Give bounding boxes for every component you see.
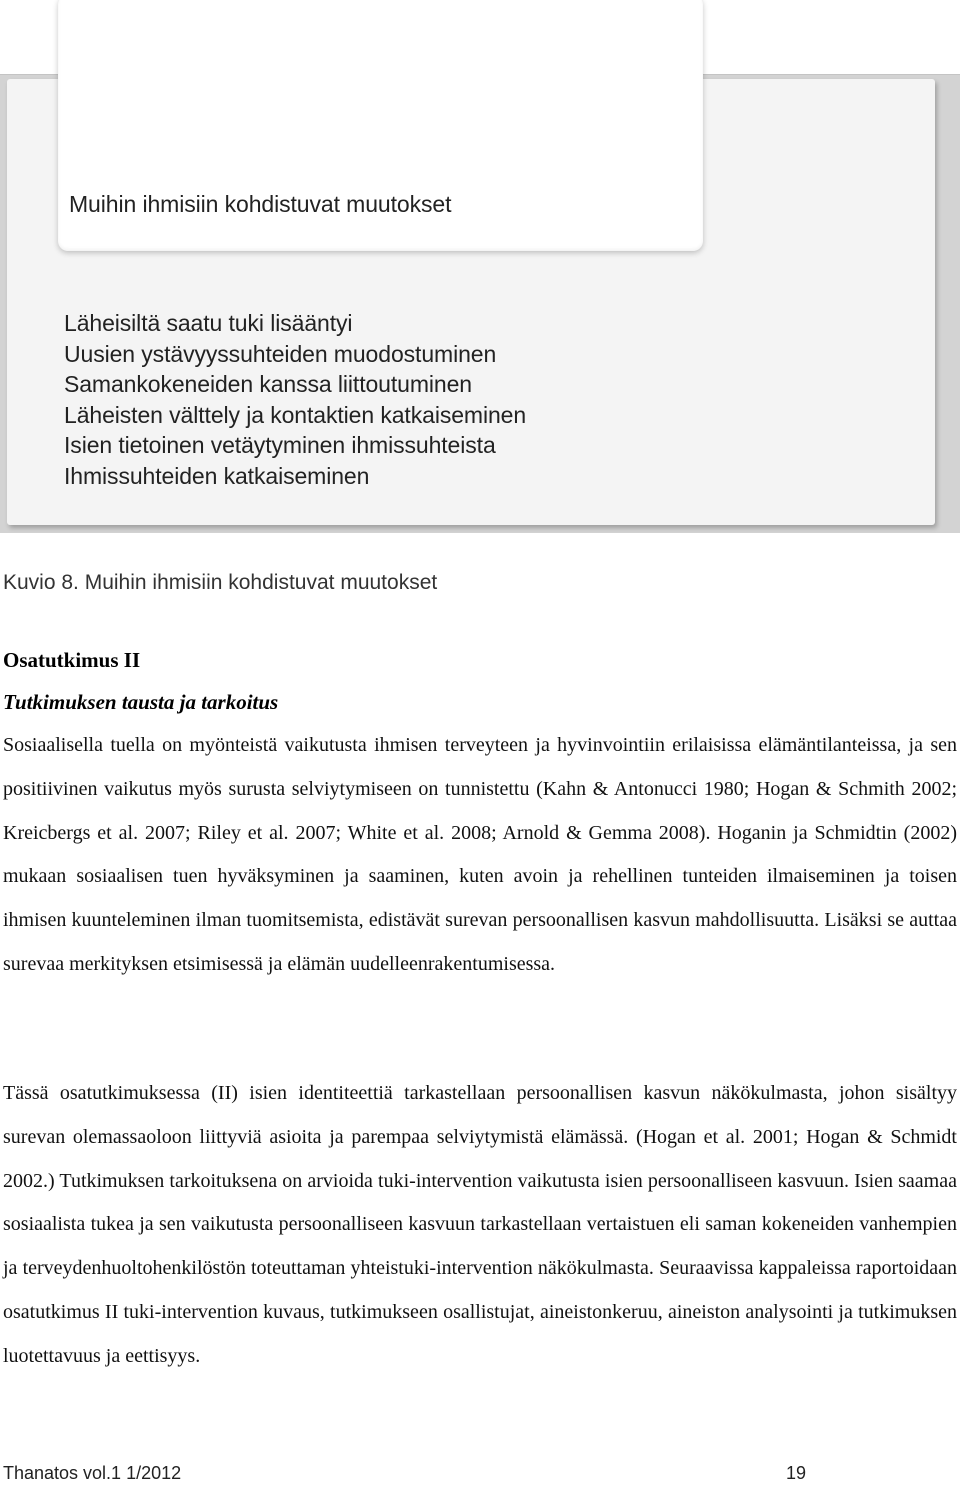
- figure-header: Muihin ihmisiin kohdistuvat muutokset: [69, 191, 452, 217]
- figure-list-item: Läheisten välttely ja kontaktien katkaiseminen: [64, 401, 527, 428]
- figure-list-item: Läheisiltä saatu tuki lisääntyi: [64, 310, 353, 336]
- section-title: Osatutkimus II: [3, 648, 141, 672]
- figure-list-item: Ihmissuhteiden katkaiseminen: [64, 462, 370, 489]
- figure-list-item: Samankokeneiden kanssa liittoutuminen: [64, 371, 472, 397]
- section-subtitle: Tutkimuksen tausta ja tarkoitus: [3, 690, 279, 714]
- figure-list-item: Isien tietoinen vetäytyminen ihmissuhteista: [64, 432, 496, 458]
- paragraph-1: Sosiaalisella tuella on myönteistä vaikutusta ihmisen terveyteen ja hyvinvointiin erilaisissa elämäntilanteissa, ja sen positiivinen vaikutus myös surusta selviytymiseen on tunnistettu (Kahn & Antonucci 1980; Hogan & Schmith 2002; Kreicbergs et al. 2007; Riley et al. 2007; White et al. 2008; Arnold & Gemma 2008). Hoganin ja Schmidtin (2002) mukaan sosiaalisen tuen hyväksyminen ja saaminen, kuten avoin ja rehellinen tunteiden ilmaiseminen ja toisen ihmisen kuunteleminen ilman tuomitsemista, edistävät surevan persoonallisen kasvun mahdollisuutta. Lisäksi se auttaa surevaa merkityksen etsimisessä ja elämän uudelleenrakentumisessa.: [3, 734, 957, 975]
- figure-caption: Kuvio 8. Muihin ihmisiin kohdistuvat muutokset: [3, 571, 438, 594]
- footer-journal: Thanatos vol.1 1/2012: [3, 1463, 182, 1483]
- paragraph-2: Tässä osatutkimuksessa (II) isien identiteettiä tarkastellaan persoonallisen kasvun näkökulmasta, johon sisältyy surevan olemassaoloon liittyviä asioita ja parempaa selviytymistä elämässä. (Hogan et al. 2001; Hogan & Schmidt 2002.) Tutkimuksen tarkoituksena on arvioida tuki-intervention vaikutusta isien persoonalliseen kasvuun. Isien saamaa sosiaalista tukea ja sen vaikutusta persoonalliseen kasvuun tarkastellaan vertaistuen eli saman kokeneiden vanhempien ja terveydenhuoltohenkilöstön toteuttaman yhteistuki-intervention näkökulmasta. Seuraavissa kappaleissa raportoidaan osatutkimus II tuki-intervention kuvaus, tutkimukseen osallistujat, aineistonkeruu, aineiston analysointi ja tutkimuksen luotettavuus ja eettisyys.: [3, 1082, 957, 1367]
- figure-list-item: Uusien ystävyyssuhteiden muodostuminen: [64, 340, 497, 367]
- figure-frame: [0, 74, 960, 533]
- footer-page-number: 19: [786, 1463, 807, 1483]
- figure-list: [64, 308, 526, 491]
